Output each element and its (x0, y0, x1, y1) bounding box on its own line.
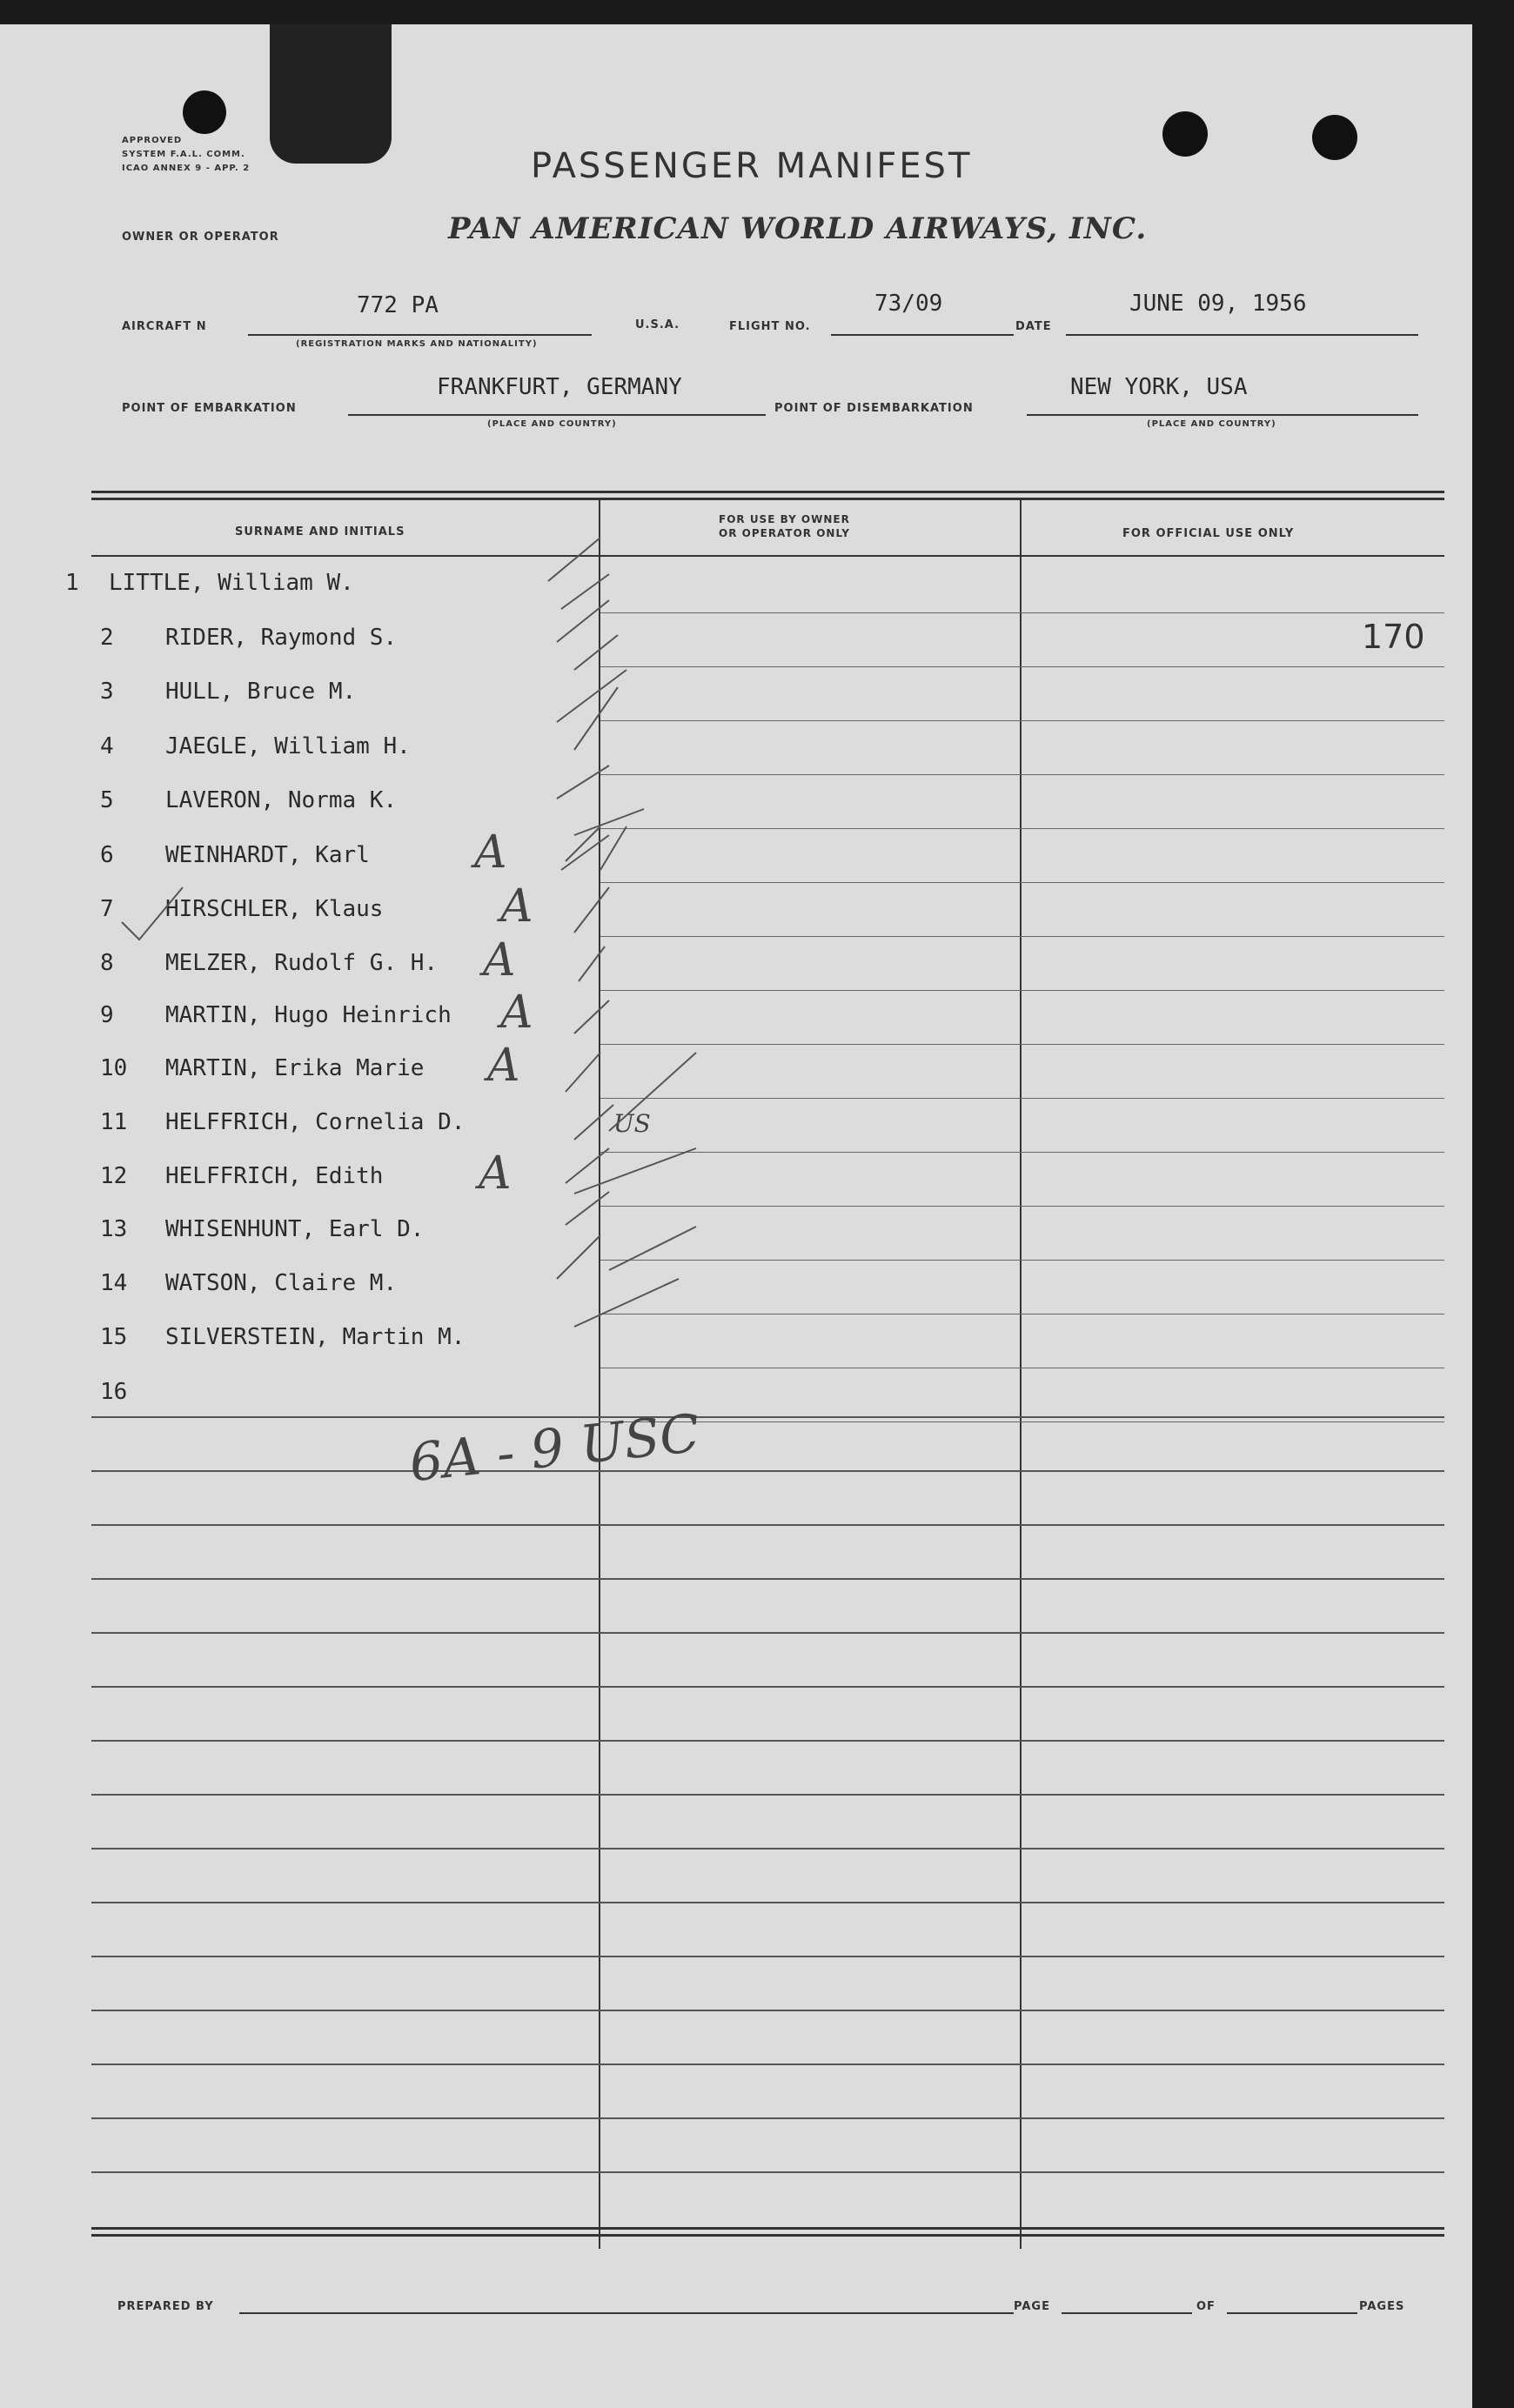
handwritten-summary: 6A - 9 USC (406, 1402, 703, 1495)
usa-label: U.S.A. (635, 318, 680, 331)
passenger-name: MELZER, Rudolf G. H. (165, 950, 439, 976)
official-use-value: 170 (1362, 618, 1425, 656)
handwritten-mark: A (474, 826, 507, 879)
page-label: PAGE (1014, 2300, 1050, 2313)
row-number: 3 (100, 679, 114, 705)
check-mark (557, 670, 626, 722)
row-number: 15 (100, 1324, 128, 1350)
col-owner-header-line1: FOR USE BY OWNER (719, 513, 850, 525)
handwritten-mark: US (613, 1109, 651, 1138)
prepared-underline (239, 2312, 1014, 2314)
col-official-header: FOR OFFICIAL USE ONLY (1122, 527, 1295, 540)
row-number: 8 (100, 950, 114, 976)
passenger-name: RIDER, Raymond S. (165, 625, 398, 651)
disembarkation-caption: (PLACE AND COUNTRY) (1147, 419, 1276, 429)
check-mark (574, 809, 644, 835)
check-mark (574, 1105, 613, 1140)
date-label: DATE (1015, 320, 1052, 333)
row-number: 1 (65, 570, 79, 596)
approval-line-1: APPROVED (122, 136, 183, 145)
pages-label: PAGES (1359, 2300, 1405, 2313)
check-mark (561, 574, 609, 609)
passenger-name: HELFFRICH, Cornelia D. (165, 1109, 466, 1135)
flight-label: FLIGHT NO. (729, 320, 811, 333)
date-value: JUNE 09, 1956 (1129, 291, 1307, 317)
passenger-name: JAEGLE, William H. (165, 733, 411, 759)
check-mark (574, 1000, 609, 1033)
row-number: 2 (100, 625, 114, 651)
registration-caption: (REGISTRATION MARKS AND NATIONALITY) (296, 339, 538, 349)
check-mark (566, 1148, 609, 1183)
flight-value: 73/09 (874, 291, 943, 317)
embarkation-caption: (PLACE AND COUNTRY) (487, 419, 617, 429)
passenger-name: HELFFRICH, Edith (165, 1163, 384, 1189)
of-underline (1227, 2312, 1357, 2314)
owner-label: OWNER OR OPERATOR (122, 231, 279, 244)
row-number: 9 (100, 1002, 114, 1028)
row-number: 16 (100, 1379, 128, 1405)
col-surname-header: SURNAME AND INITIALS (235, 525, 405, 538)
passenger-name: MARTIN, Hugo Heinrich (165, 1002, 452, 1028)
disembarkation-label: POINT OF DISEMBARKATION (774, 402, 974, 415)
check-mark (566, 1192, 609, 1225)
passenger-name: LITTLE, William W. (109, 570, 354, 596)
row-number: 7 (100, 896, 114, 922)
disembarkation-value: NEW YORK, USA (1070, 374, 1248, 400)
check-mark (574, 887, 609, 933)
of-label: OF (1196, 2300, 1216, 2313)
row-number: 14 (100, 1270, 128, 1296)
check-mark (574, 1279, 679, 1327)
approval-line-2: SYSTEM F.A.L. COMM. (122, 150, 245, 159)
handwritten-mark: A (500, 987, 533, 1039)
handwritten-mark: A (483, 934, 516, 987)
check-mark (557, 766, 609, 799)
passenger-name: WEINHARDT, Karl (165, 842, 370, 868)
passenger-name: SILVERSTEIN, Martin M. (165, 1324, 466, 1350)
handwritten-mark: A (487, 1040, 520, 1092)
handwritten-mark: A (500, 880, 533, 933)
aircraft-value: 772 PA (357, 292, 439, 318)
embarkation-label: POINT OF EMBARKATION (122, 402, 297, 415)
col-owner-header-line2: OR OPERATOR ONLY (719, 527, 850, 539)
check-mark (600, 826, 626, 870)
prepared-label: PREPARED BY (117, 2300, 214, 2313)
check-mark (574, 1148, 696, 1194)
passenger-name: WHISENHUNT, Earl D. (165, 1216, 425, 1242)
check-mark (574, 635, 618, 670)
aircraft-label: AIRCRAFT N (122, 320, 207, 333)
operator-name: PAN AMERICAN WORLD AIRWAYS, INC. (448, 211, 1148, 246)
check-mark (574, 687, 618, 750)
row-number: 12 (100, 1163, 128, 1189)
row-number: 11 (100, 1109, 128, 1135)
check-mark (561, 835, 609, 870)
check-mark (557, 1235, 600, 1279)
passenger-name: MARTIN, Erika Marie (165, 1055, 425, 1081)
form-title: PASSENGER MANIFEST (531, 146, 973, 186)
row-number: 5 (100, 787, 114, 813)
check-mark (122, 887, 183, 940)
handwritten-mark: A (479, 1147, 512, 1200)
passenger-name: HULL, Bruce M. (165, 679, 357, 705)
check-mark (548, 538, 600, 581)
check-mark (566, 1053, 600, 1092)
check-mark (609, 1227, 696, 1270)
row-number: 4 (100, 733, 114, 759)
page-underline (1062, 2312, 1192, 2314)
check-mark (609, 1053, 696, 1131)
passenger-name: HIRSCHLER, Klaus (165, 896, 384, 922)
passenger-name: LAVERON, Norma K. (165, 787, 398, 813)
check-strokes (122, 538, 696, 1327)
check-mark (579, 946, 605, 981)
approval-line-3: ICAO ANNEX 9 - APP. 2 (122, 164, 251, 173)
row-number: 10 (100, 1055, 128, 1081)
passenger-name: WATSON, Claire M. (165, 1270, 398, 1296)
row-number: 6 (100, 842, 114, 868)
row-number: 13 (100, 1216, 128, 1242)
embarkation-value: FRANKFURT, GERMANY (437, 374, 682, 400)
